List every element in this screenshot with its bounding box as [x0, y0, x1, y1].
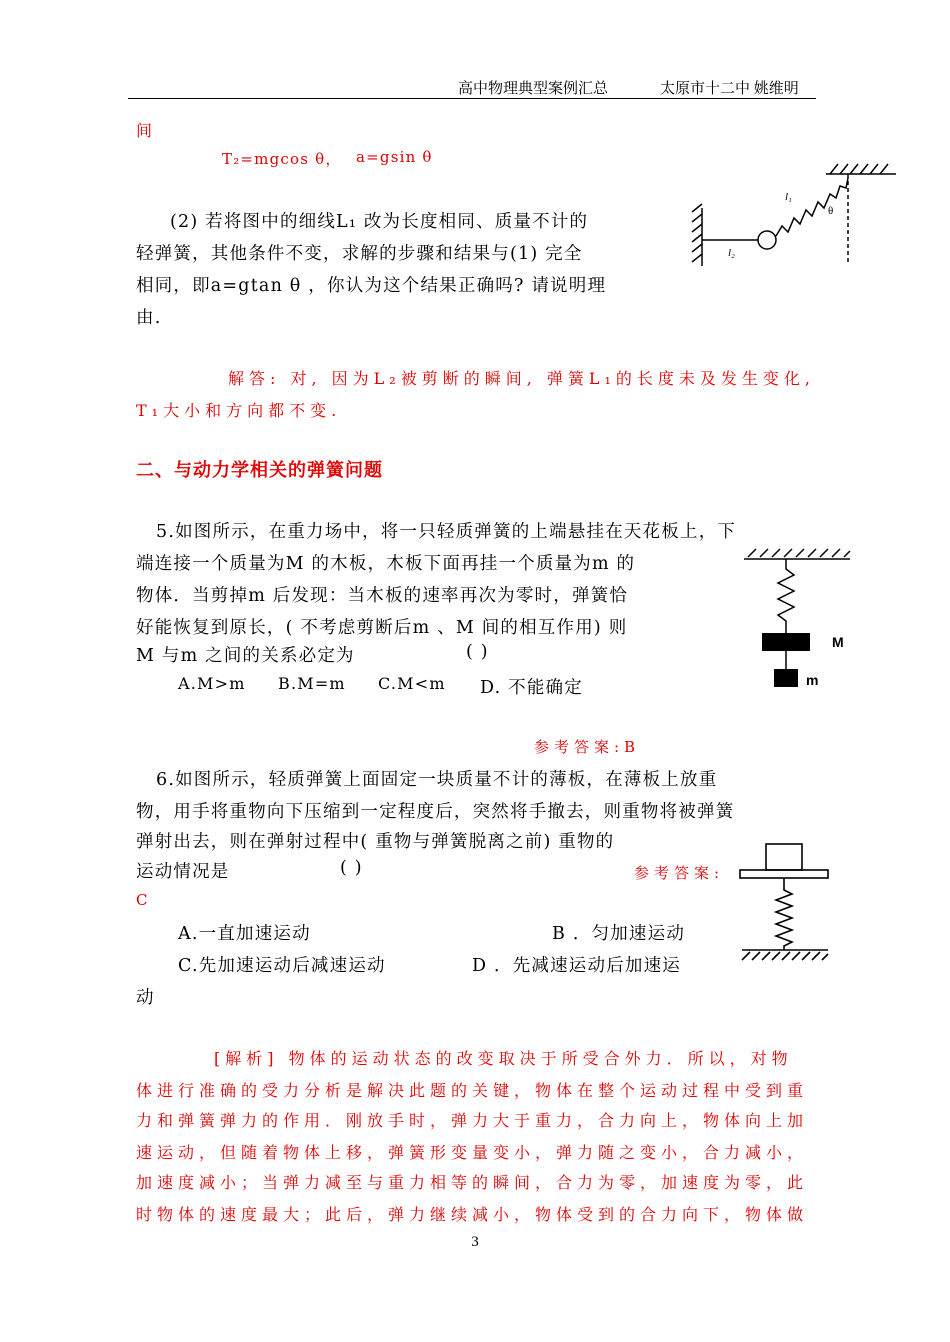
page-number: 3 — [471, 1234, 479, 1250]
q6-option-c: C.先加速运动后减速运动 — [178, 956, 386, 976]
q5-line-3: 物体．当剪掉m 后发现：当木板的速率再次为零时，弹簧恰 — [136, 586, 629, 606]
q5-option-c: C.M<m — [378, 674, 446, 693]
page-header — [128, 74, 816, 99]
block-m — [774, 669, 798, 687]
header-author: 太原市十二中 姚维明 — [660, 81, 799, 97]
q2-answer-line-2: T₁大小和方向都不变. — [136, 401, 342, 420]
formula-t2: T₂=mgcos θ， — [222, 150, 342, 168]
q6-option-b: B ．匀加速运动 — [552, 924, 686, 944]
q2-answer-line-1: 解答: 对, 因为L₂被剪断的瞬间, 弹簧L₁的长度未及发生变化, — [228, 369, 815, 388]
q6-option-d-cont: 动 — [136, 988, 155, 1008]
q2-line-1: (2) 若将图中的细线L₁ 改为长度相同、质量不计的 — [170, 212, 589, 232]
q6-line-1: 6.如图所示，轻质弹簧上面固定一块质量不计的薄板，在薄板上放重 — [156, 770, 718, 790]
label-M: M — [832, 634, 844, 650]
q6-option-a: A.一直加速运动 — [178, 924, 311, 944]
q6-line-2: 物，用手将重物向下压缩到一定程度后，突然将手撤去，则重物将被弹簧 — [136, 802, 735, 822]
label-l2: l₂ — [728, 247, 735, 259]
q6-line-3: 弹射出去，则在弹射过程中( 重物与弹簧脱离之前) 重物的 — [136, 832, 615, 852]
q5-line-4: 好能恢复到原长，( 不考虑剪断后m 、M 间的相互作用) 则 — [136, 618, 628, 638]
q5-line-5: M 与m 之间的关系必定为 — [136, 646, 355, 666]
q6-answer-label: 参考答案: — [634, 864, 725, 882]
plank-M — [762, 633, 810, 651]
spring-plate-figure — [736, 838, 832, 968]
analysis-line-4: 速运动，但随着物体上移，弹簧形变量变小，弹力随之变小，合力减小， — [136, 1143, 809, 1162]
q2-line-2: 轻弹簧，其他条件不变，求解的步骤和结果与(1) 完全 — [136, 244, 583, 264]
analysis-line-3: 力和弹簧弹力的作用．刚放手时，弹力大于重力，合力向上，物体向上加 — [136, 1111, 809, 1130]
q6-line-4: 运动情况是 — [136, 862, 230, 882]
hanging-mass-figure — [742, 545, 854, 695]
q5-option-b: B.M=m — [278, 674, 346, 693]
fragment-text: 间 — [136, 121, 154, 140]
label-m: m — [806, 672, 819, 688]
header-title: 高中物理典型案例汇总 — [458, 81, 609, 97]
spring-ball-figure — [690, 160, 900, 270]
q5-answer: 参考答案:B — [534, 738, 641, 756]
section-heading: 二、与动力学相关的弹簧问题 — [136, 460, 383, 481]
q6-paren: ( ) — [340, 858, 363, 878]
analysis-line-6: 时物体的速度最大；此后，弹力继续减小，物体受到的合力向下，物体做 — [136, 1205, 809, 1224]
analysis-line-5: 加速度减小；当弹力减至与重力相等的瞬间，合力为零，加速度为零，此 — [136, 1173, 809, 1192]
q6-answer-value: C — [136, 891, 153, 909]
q2-line-3: 相同，即a=gtan θ ，你认为这个结果正确吗? 请说明理 — [136, 276, 607, 296]
q2-line-4: 由. — [136, 308, 162, 328]
formula-a: a=gsin θ — [356, 148, 433, 166]
q5-option-a: A.M>m — [178, 674, 246, 693]
q5-line-2: 端连接一个质量为M 的木板，木板下面再挂一个质量为m 的 — [136, 554, 636, 574]
q5-option-d: D. 不能确定 — [480, 678, 583, 698]
q6-option-d: D ．先减速运动后加速运 — [472, 956, 681, 976]
q5-paren: ( ) — [466, 642, 489, 662]
analysis-line-2: 体进行准确的受力分析是解决此题的关键，物体在整个运动过程中受到重 — [136, 1081, 809, 1100]
label-theta: θ — [828, 205, 834, 217]
q5-line-1: 5.如图所示，在重力场中，将一只轻质弹簧的上端悬挂在天花板上，下 — [156, 522, 737, 542]
analysis-line-1: [解析] 物体的运动状态的改变取决于所受合外力．所以，对物 — [214, 1049, 793, 1068]
label-l1: l₁ — [785, 191, 792, 203]
